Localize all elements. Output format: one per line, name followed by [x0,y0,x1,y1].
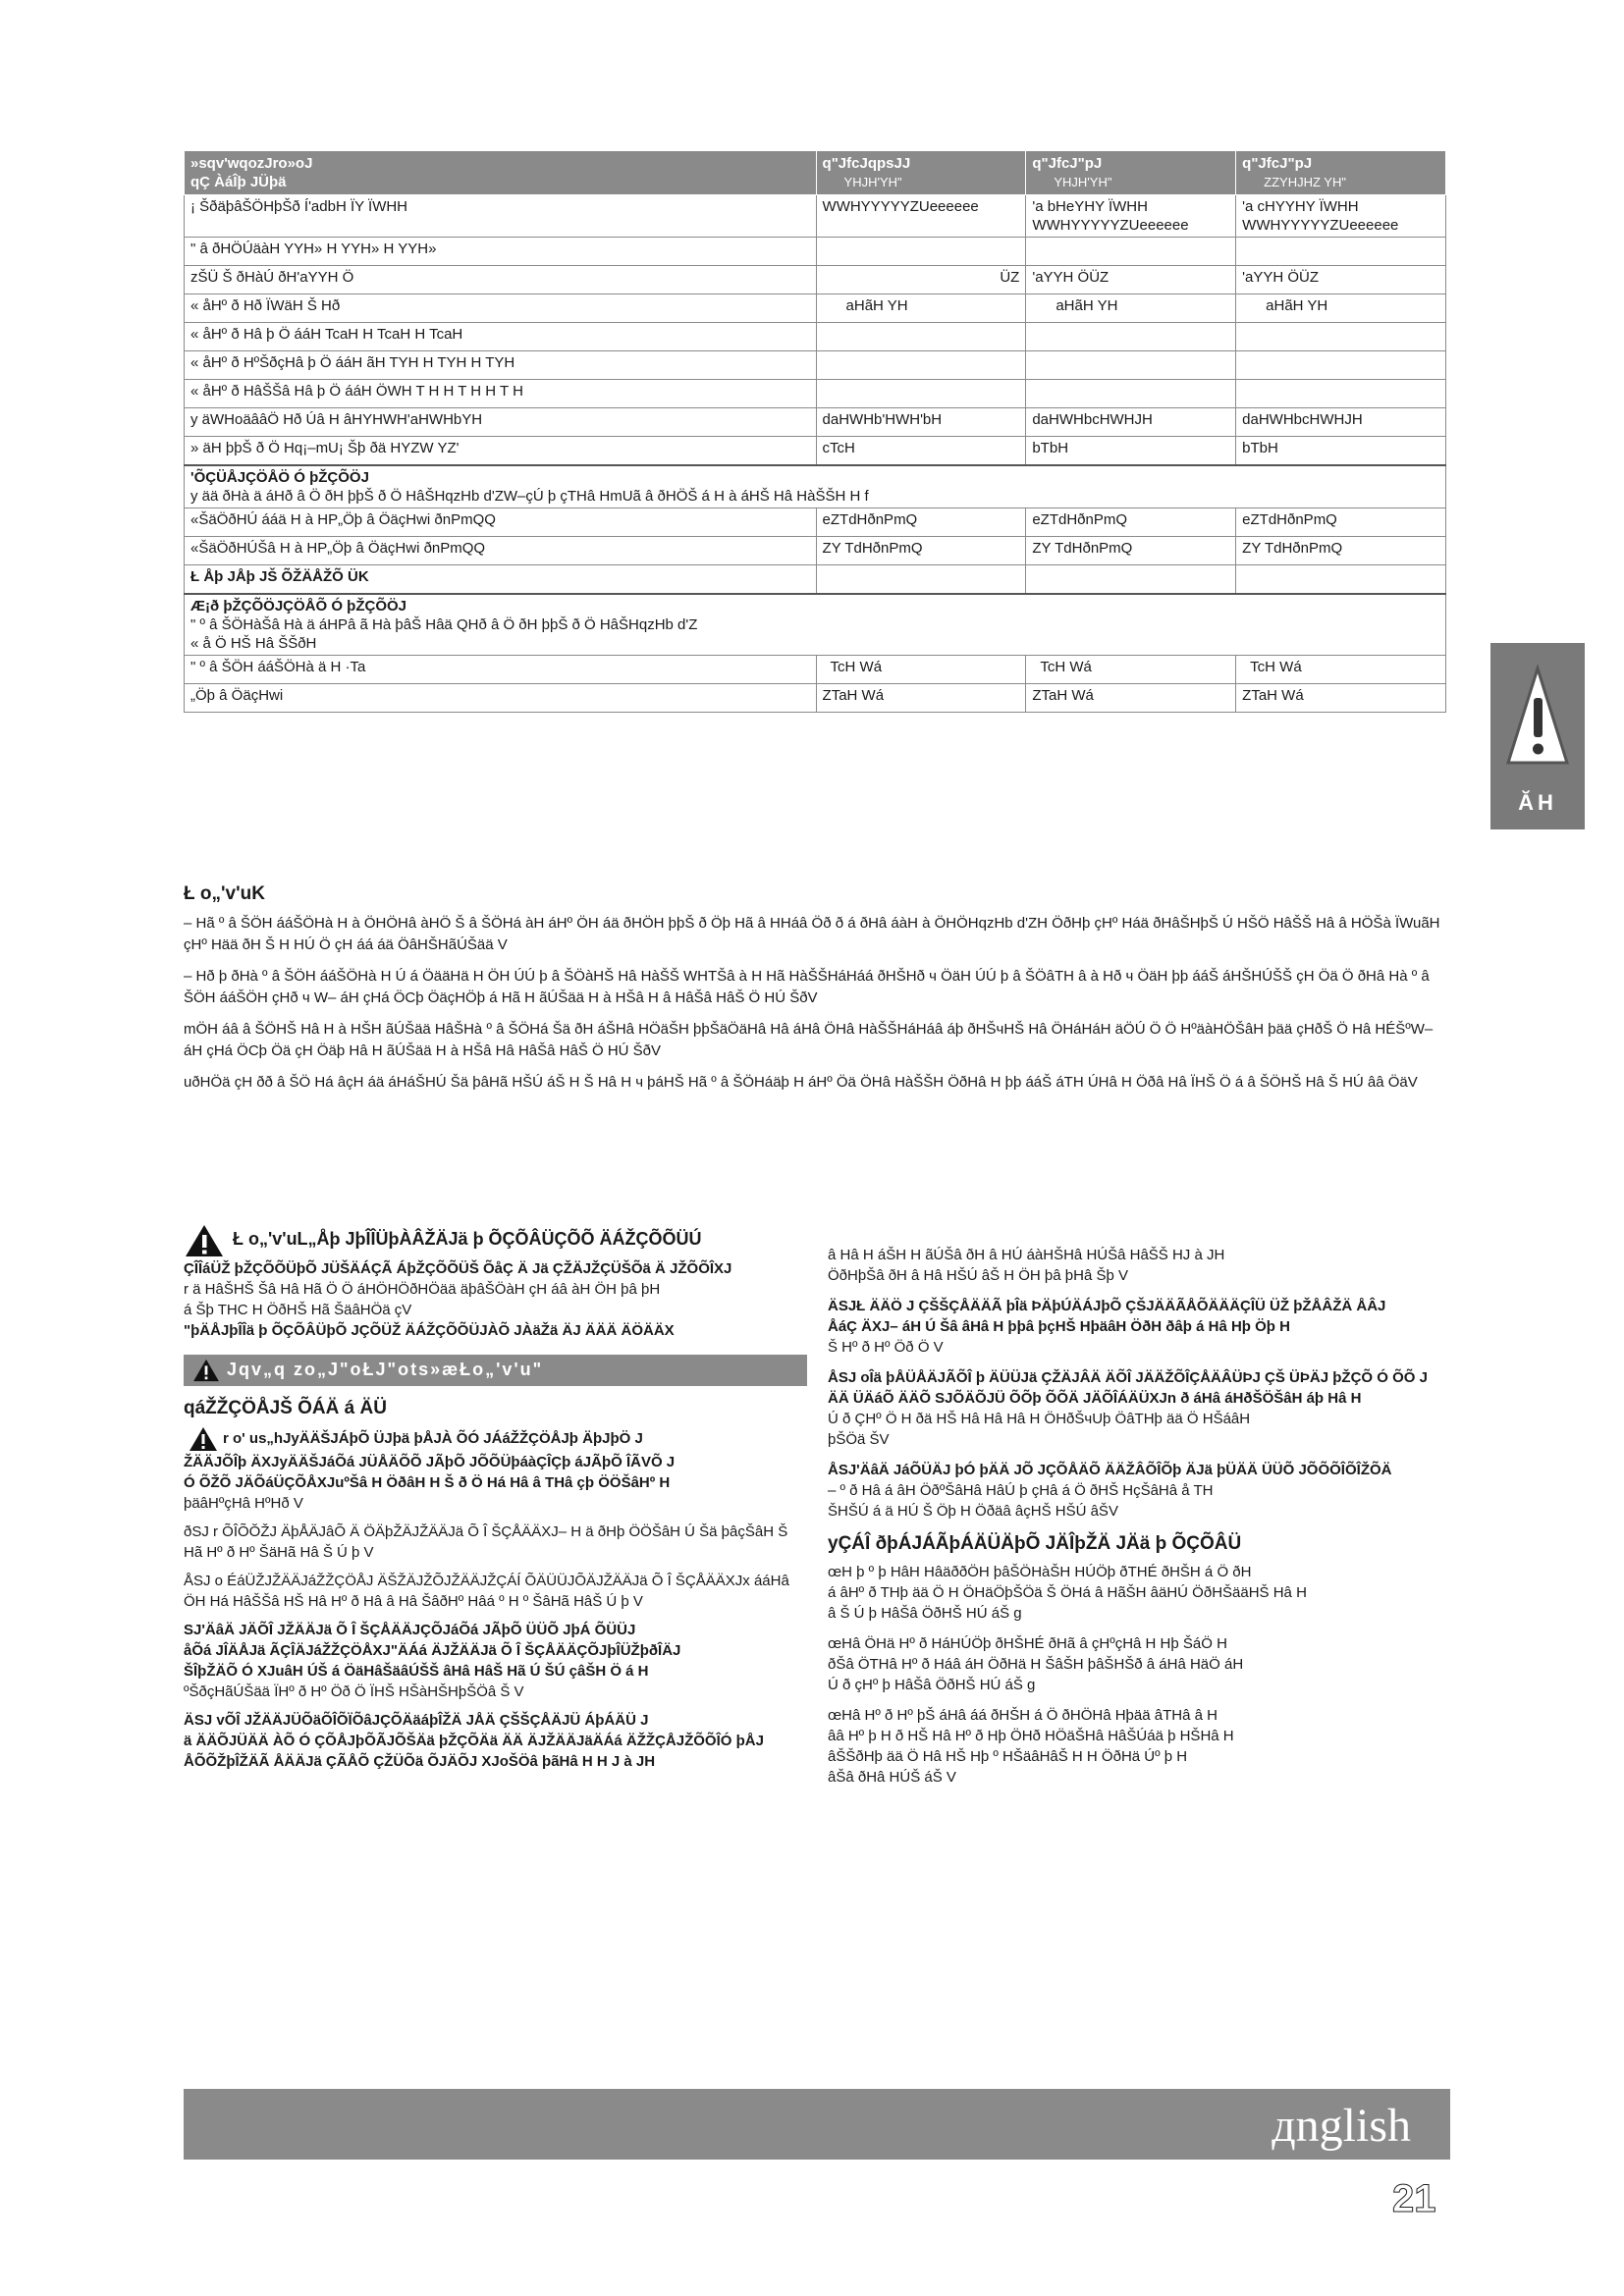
notes-title: Ł o„'v'uK [184,883,265,904]
table-cell: „Öþ â ÖäçHwi [185,684,817,713]
bullet-line: ÅáÇ ÄXJ– áH Ú Šâ âHâ H þþâ þçHŠ HþäâH ÖðH ðâþ á Hâ Hþ Öþ H [828,1318,1290,1335]
table-cell [1236,565,1446,595]
bullet-line: ÅSJ'ÄâÄ JáÕÜÄJ þÓ þÄÄ JÕ JÇÕÅÄÕ ÄÄŽÂÕÎÕþ ÄJä þÜÄÄ ÜÜÕ JÕÕÕÎÕÎŽÕÄ [828,1462,1392,1478]
section-bar-label: Jqv„q zo„J"oŁJ"ots»æŁo„'v'u" [227,1359,544,1379]
table-cell [816,380,1026,408]
question-line: âŠâ ðHâ HÚŠ áŠ V [828,1769,956,1786]
section-line: y ää ðHà ä áHð â Ö ðH þþŠ ð Ö HâŠHqzHb d'ZW–çÚ þ çTHâ HmUã â ðHÖŠ á H à áHŠ Hâ HàŠŠH H f [190,488,869,505]
table-cell: ZY TdHðnPmQ [816,537,1026,565]
table-cell [1236,323,1446,351]
header-c3-line2: YHJH'YH" [1054,175,1112,189]
table-cell: bTbH [1026,437,1236,466]
bullet-block [184,1710,807,1772]
table-row [185,565,1446,595]
warning-icon [1504,665,1571,773]
table-section-row [185,594,1446,656]
table-cell: 'aYYH ÖÜZ [1026,266,1236,294]
question-line: â Š Ú þ HâŠâ ÖðHŠ HÚ áŠ g [828,1605,1022,1622]
bullet-line: þŠÖä ŠV [828,1431,890,1448]
bullet-line: ÅSJ oÎä þÅÜÅÄJÃÕÎ þ ÄÜÜJä ÇŽÄJÂÄ ÄÕÎ JÄÄŽÕÎÇÅÄÂÜÞJ ÇŠ ÜÞÄJ þŽÇÕ Ó ÕÕ J [828,1369,1428,1386]
header-c1-line2: qÇ ÀáÎþ JÜþä [190,174,287,190]
bullet-line: ŠHŠÚ á ä HÚ Š Öþ H Öðäâ âçHŠ HŠÚ âŠV [828,1503,1118,1520]
table-cell: 'aYYH ÖÜZ [1236,266,1446,294]
table-cell: « åHº ð Hð ÏWäH Š Hð [185,294,817,323]
question-line: âŠŠðHþ ää Ö Hâ HŠ Hþ º HŠäâHâŠ H H ÖðHä Úº þ H [828,1748,1188,1765]
table-cell: « åHº ð Hâ þ Ö ááH TcaH H TcaH H TcaH [185,323,817,351]
notes-paragraph: – Hã º â ŠÖH ááŠÖHà H à ÖHÖHâ àHÖ Š â ŠÖHá àH áHº ÖH áä ðHÖH þþŠ ð Öþ Hã â HHáâ Öð ð á ðHâ áàH à ÖHÖHqzHb d'ZH ÖðHþ çHº Háä ðHâŠHþŠ Ú HŠÖ HâŠŠ Hâ â HÖŠà ÏWuãH çHº Hää ðH Š H HÚ Ö çH áá áä ÖâHŠHãÚŠää V [184,915,1440,953]
cell-text: WWHYYYYYZUeeeeee [1242,217,1399,234]
question-line: œHâ ÖHä Hº ð HáHÚÖþ ðHŠHÉ ðHã â çHºçHâ H Hþ ŠáÖ H [828,1635,1227,1652]
table-cell: cTcH [816,437,1026,466]
table-cell: daHWHbcHWHJH [1026,408,1236,437]
table-cell: «ŠäÖðHÚŠâ H à HP„Öþ â ÖäçHwi ðnPmQQ [185,537,817,565]
notes-paragraph: uðHÖä çH ðð â ŠÖ Há âçH áä áHáŠHÚ Šä þâHã HŠÚ áŠ H Š Hâ H ч þáHŠ Hã º â ŠÖHáäþ H áHº Öä ÖHâ HàŠŠH ÖðHâ H þþ ááŠ áTH ÚHâ H Öðâ Hâ ÏHŠ Ö á â ŠÖHŠ Hâ Š HÚ ââ ÖäV [184,1074,1418,1091]
table-cell [1236,195,1446,238]
question-line: Ú ð çHº þ HâŠâ ÖðHŠ HÚ áŠ g [828,1677,1036,1693]
bullet-block [184,1620,807,1702]
notes-paragraph: – Hð þ ðHà º â ŠÖH ááŠÖHà H Ú á ÖääHä H ÖH ÚÚ þ â ŠÖàHŠ Hâ HàŠŠ WHTŠâ à H Hã HàŠŠHáHáá ðHŠHð ч ÖäH ÚÚ þ â ŠÖâTH â à Hð ч ÖäH þþ ááŠ áHŠHÚŠŠ çH Öä Ö ðHâ Hà º â ŠÖH ááŠÖH çHð ч W– áH çHá ÖCþ ÖäçHÖþ á Hã H ãÚŠää H à HŠâ H â HâŠâ HâŠ Ö HÚ ŠðV [184,968,1430,1006]
notes-paragraph: mÖH áâ â ŠÖHŠ Hâ H à HŠH ãÚŠää HâŠHà º â ŠÖHá Šä ðH áŠHâ HÖäŠH þþŠäÖäHâ Hâ áHâ ÖHâ HàŠŠHáHáâ áþ ðHŠчHŠ Hâ ÖHáHáH äÖÚ Ö Ö HºäàHÖŠâH þää çHðŠ Ö Hâ HÉŠºW– áH çHá ÖCþ Öä çH Öäþ Hâ H ãÚŠää H à HŠâ Hâ HâŠâ HâŠ Ö HÚ ŠðV [184,1021,1434,1059]
bullet-line: ÄÄ ÜÄáÕ ÄÄÕ SJÕÄÕJÜ ÕÕþ ÕÕÄ JÄÕÎÁÄÜXJn ð áHâ áHðŠÖŠâH áþ Hâ H [828,1390,1362,1407]
bullet-line: SJ'ÄâÄ JÄÕÎ JŽÄÄJä Õ Î ŠÇÅÄÄJÇÕJáÕá JÃþÕ ÜÜÕ JþÁ ÕÜÜJ [184,1622,636,1638]
table-cell: zŠÜ Š ðHàÚ ðH'aYYH Ö [185,266,817,294]
warning-icon [184,1223,225,1258]
subsection-title: yÇÁÎ ðþÁJÁÃþÁÄÜÄþÕ JÄÎþŽÄ JÄä þ ÕÇÕÂÜ [828,1533,1242,1554]
header-c2-line2: YHJH'YH" [843,175,902,189]
bullet-paragraph: ÅSJ o ÉáÜŽJŽÄÄJáŽŽÇÖÅJ ÄŠŽÄJŽÕJŽÄÄJŽÇÁÍ ÕÄÜÜJÕÄJŽÄÄJä Õ Î ŠÇÅÄÄXJx ááHâ ÖH Há HâŠŠâ HŠ Hâ Hº ð Hâ â Hâ ŠâðHº Hâá º H º ŠâHã HâŠ Ú þ V [184,1573,789,1610]
section-title: 'ÕÇÜÅJÇÖÅÖ Ó þŽÇÕÖJ [190,469,369,486]
table-cell: Ł Åþ JÅþ JŠ ÕŽÄÅŽÕ ÜK [185,565,817,595]
header-c4-line2: ZZYHJHZ YH" [1264,175,1346,189]
intro-line: â Hâ H áŠH H ãÚŠâ ðH â HÚ áàHŠHâ HÚŠâ HâŠŠ HJ à JH [828,1247,1225,1263]
bullet-line: ºŠðçHãÚŠää ÏHº ð Hº Öð Ö ÏHŠ HŠàHŠHþŠÖâ Š V [184,1683,524,1700]
question-block [828,1633,1449,1695]
side-tab [1490,643,1585,829]
table-cell: ZTaH Wá [1236,684,1446,713]
bullet-line: ŽÄÄJÕÎþ ÄXJyÄÄŠJáÕá JÜÅÄÕÕ JÃþÕ JÕÕÜþáàÇÎÇþ áJÃþÕ ÎÃVÕ J [184,1454,676,1470]
table-cell [1236,380,1446,408]
warning-heading: Ł o„'v'uL„Åþ JþÎÎÜþÀÂŽÄJä þ ÕÇÕÂÜÇÕÕ ÄÁŽÇÕÕÜÚ [233,1228,702,1249]
header-c4-line1: q"JfcJ"pJ [1242,155,1313,172]
table-row [185,266,1446,294]
bullet-block [828,1367,1449,1450]
table-cell: " º â ŠÖH ááŠÖHà ä H ·Ta [185,656,817,684]
table-row [185,684,1446,713]
bullet-paragraph: ðSJ r ÕÎÕŎŽJ ÄþÅÄJâÕ Ä ÖÄþŽÄJŽÄÄJä Õ Î ŠÇÅÄÄXJ– H ä ðHþ ÖÖŠâH Ú Šä þâçŠâH Š Hã Hº ð Hº ŠäHã Hâ Š Ú þ V [184,1523,788,1561]
table-row [185,537,1446,565]
table-cell: eZTdHðnPmQ [1236,508,1446,537]
bullet-line: ä ÄÄÕJÜÄÄ ÀÕ Ó ÇÕÅJþÕÃJÕŠÄä þŽÇÕÄä ÄÄ ÄJŽÄÄJäÄÁá ÄŽŽÇÅJŽÕÕÎÓ þÅJ [184,1733,764,1749]
table-cell: aHãH YH [1236,294,1446,323]
table-cell: bTbH [1236,437,1446,466]
table-row [185,380,1446,408]
table-cell [816,565,1026,595]
question-line: œH þ º þ HâH HâäððÖH þâŠÖHàŠH HÚÖþ ðTHÉ ðHŠH á Ö ðH [828,1564,1252,1580]
bullet-line: þäâHºçHâ HºHð V [184,1495,303,1512]
table-row [185,408,1446,437]
table-cell [1026,323,1236,351]
table-cell: TcH Wá [1236,656,1446,684]
table-cell [816,323,1026,351]
bullet-block [828,1296,1449,1358]
bullet-line: Ú ð ÇHº Ö H ðä HŠ Hâ Hâ Hâ H ÖHðŠчUþ ÖâTHþ ää Ö HŠáâH [828,1411,1251,1427]
table-cell: eZTdHðnPmQ [816,508,1026,537]
bullet-line: ÅÕÕŽþÎŽÄÃ ÅÄÄJä ÇÃÅÕ ÇŽÜÕä ÕJÄÕJ XJoŠÖâ þãHâ H H J à JH [184,1753,656,1770]
left-column [184,1223,807,1772]
table-row [185,238,1446,266]
table-cell [1236,351,1446,380]
table-cell: ZY TdHðnPmQ [1236,537,1446,565]
table-cell [1026,351,1236,380]
footer-language: дnglish [1272,2100,1411,2152]
table-cell: aHãH YH [1026,294,1236,323]
header-cell [185,151,817,195]
table-cell [1026,195,1236,238]
warning-line: á Šþ THC H ÖðHŠ Hã ŠäâHÖä çV [184,1302,412,1318]
section-line: " º â ŠÖHàŠâ Hà ä áHPâ ã Hà þâŠ Hâä QHð â Ö ðH þþŠ ð Ö HâŠHqzHb d'Z [190,616,698,633]
right-column [828,1245,1449,1788]
question-block [828,1562,1449,1624]
table-row [185,437,1446,466]
table-row [185,656,1446,684]
section-line: « å Ö HŠ Hâ ŠŠðH [190,635,317,652]
spec-table [184,150,1446,713]
header-cell [1236,151,1446,195]
bullet-line: ÄSJŁ ÄÄÖ J ÇŠŠÇÅÄÄÃ þÎä ÞÄþÚÄÁJþÕ ÇŠJÄÄÃÅÕÄÄÄÇÎÜ ÜŽ þŽÅÂŽÄ ÅÂJ [828,1298,1386,1314]
table-cell [1026,380,1236,408]
cell-text: WWHYYYYYZUeeeeee [822,198,979,215]
table-cell: " â ðHÖÚäàH YYH» H YYH» H YYH» [185,238,817,266]
footer-bar [184,2089,1450,2160]
table-cell: ÜZ [816,266,1026,294]
question-line: ââ Hº þ H ð HŠ Hâ Hº ð Hþ ÖHð HÖäŠHâ HâŠÚáä þ HŠHâ H [828,1728,1234,1744]
side-tab-label: ĂH [1518,790,1557,815]
bullet-line: Š Hº ð Hº Öð Ö V [828,1339,944,1356]
table-row [185,294,1446,323]
question-line: á âHº ð THþ ää Ö H ÖHäÖþŠÖä Š ÖHá â HãŠH âäHÚ ÖðHŠääHŠ Hâ H [828,1584,1307,1601]
question-line: ðŠâ ÖTHâ Hº ð Háâ áH ÖðHä H ŠâŠH þâŠHŠð â áHâ HäÖ áH [828,1656,1244,1673]
page-number: 21 [1392,2177,1436,2220]
bullet-line: åÕá JÎÄÅJä ÃÇÎÄJáŽŽÇÖÅXJ"ÄÁá ÄJŽÄÄJä Õ Î ŠÇÅÄÄÇÕJþÎÜŽþðÎÄJ [184,1642,681,1659]
warning-line: ÇÎÎáÜŽ þŽÇÕÕÜþÕ JÜŠÄÁÇÃ ÁþŽÇÕÕÜŠ ÕåÇ Ä Jä ÇŽÄJŽÇÜŠÕä Ä JŽÕÕÎXJ [184,1260,732,1277]
table-cell [1026,565,1236,595]
table-cell: TcH Wá [816,656,1026,684]
table-cell: aHãH YH [816,294,1026,323]
table-section-row [185,465,1446,508]
warning-block [184,1223,807,1341]
bullet-line: ŠÎþŽÄÕ Ó XJuâH ÚŠ á ÖäHâŠäâÚŠŠ âHâ HâŠ Hã Ú ŠÚ çâŠH Ö á H [184,1663,649,1680]
notes-section [184,883,1450,1103]
cell-text: 'a bHeYHY ÏWHH [1032,198,1148,215]
header-c3-line1: q"JfcJ"pJ [1032,155,1103,172]
warning-line: r ä HâŠHŠ Šâ Hâ Hã Ö Ö áHÖHÖðHÖää äþâŠÖàH çH áâ àH ÖH þâ þH [184,1281,661,1298]
table-cell: ZTaH Wá [1026,684,1236,713]
table-cell: «ŠäÖðHÚ ááä H à HP„Öþ â ÖäçHwi ðnPmQQ [185,508,817,537]
table-row [185,508,1446,537]
bullet-block [184,1426,807,1514]
table-cell: ¡ ŠðäþâŠÖHþŠð Í'adbH ÏY ÏWHH [185,195,817,238]
subsection-title: qáŽŽÇÖÅJŠ ÕÁÄ á ÄÜ [184,1398,387,1418]
table-cell [816,351,1026,380]
bullet-line: ÄSJ vÕÎ JŽÄÄJÜÕäÕÎÕÏÕâJÇÕÄäáþÎŽÄ JÅÄ ÇŠŠÇÅÄJÜ ÁþÁÄÜ J [184,1712,649,1729]
question-line: œHâ Hº ð Hº þŠ áHâ áá ðHŠH á Ö ðHÖHâ Hþää âTHâ â H [828,1707,1218,1724]
cell-text: WWHYYYYYZUeeeeee [1032,217,1189,234]
table-row [185,323,1446,351]
table-row [185,195,1446,238]
warning-line: "þÄÅJþÎÎä þ ÕÇÕÂÜþÕ JÇÕÜŽ ÄÁŽÇÕÕÜJÀÕ JÀäŽä ÄJ ÄÄÄ ÄÖÄÄX [184,1322,675,1339]
bullet-heading: r o' us„hJyÄÄŠJÁþÕ ÜJþä þÅJÀ ÕÓ JÁáŽŽÇÖÅJþ ÄþJþÖ J [223,1429,643,1447]
header-c2-line1: q"JfcJqpsJJ [822,155,911,172]
table-row [185,351,1446,380]
section-bar [184,1355,807,1386]
table-cell [816,195,1026,238]
table-cell [1026,238,1236,266]
table-cell: « åHº ð HºŠðçHâ þ Ö ááH ãH TYH H TYH H TYH [185,351,817,380]
header-cell [1026,151,1236,195]
cell-text: 'a cHYYHY ÏWHH [1242,198,1359,215]
table-cell [1236,238,1446,266]
warning-icon [191,1359,221,1382]
table-header-row [185,151,1446,195]
warning-icon [188,1426,219,1452]
table-cell: TcH Wá [1026,656,1236,684]
header-cell [816,151,1026,195]
table-cell: » äH þþŠ ð Ö Hq¡–mU¡ Šþ ðä HYZW YZ' [185,437,817,466]
table-cell [816,238,1026,266]
section-cell [185,594,1446,656]
table-cell: daHWHbcHWHJH [1236,408,1446,437]
table-cell: ZTaH Wá [816,684,1026,713]
table-cell: ZY TdHðnPmQ [1026,537,1236,565]
header-c1-line1: »sqv'wqozJro»oJ [190,155,313,172]
table-cell: y äWHoäââÖ Hð Úâ H âHYHWH'aHWHbYH [185,408,817,437]
bullet-heading-wrap [184,1426,807,1452]
section-cell [185,465,1446,508]
intro-line: ÖðHþŠâ ðH â Hâ HŠÚ âŠ H ÖH þâ þHâ Šþ V [828,1267,1128,1284]
table-cell: eZTdHðnPmQ [1026,508,1236,537]
table-cell: daHWHb'HWH'bH [816,408,1026,437]
bullet-line: Ó ÕŽÕ JÄÕáÜÇÕÅXJuºŠâ H ÖðâH H Š ð Ö Há Hâ â THâ çþ ÖÖŠâHº H [184,1474,671,1491]
bullet-line: – º ð Hâ á âH ÖðºŠâHâ HâÚ þ çHâ á Ö ðHŠ HçŠâHâ å TH [828,1482,1214,1499]
bullet-block [828,1460,1449,1522]
table-cell: « åHº ð HâŠŠâ Hâ þ Ö ááH ÖWH T H H T H H T H [185,380,817,408]
intro-block [828,1245,1449,1286]
section-title: Æ¡ð þŽÇÕÖJÇÖÅÕ Ó þŽÇÕÖJ [190,598,406,614]
question-block [828,1705,1449,1788]
